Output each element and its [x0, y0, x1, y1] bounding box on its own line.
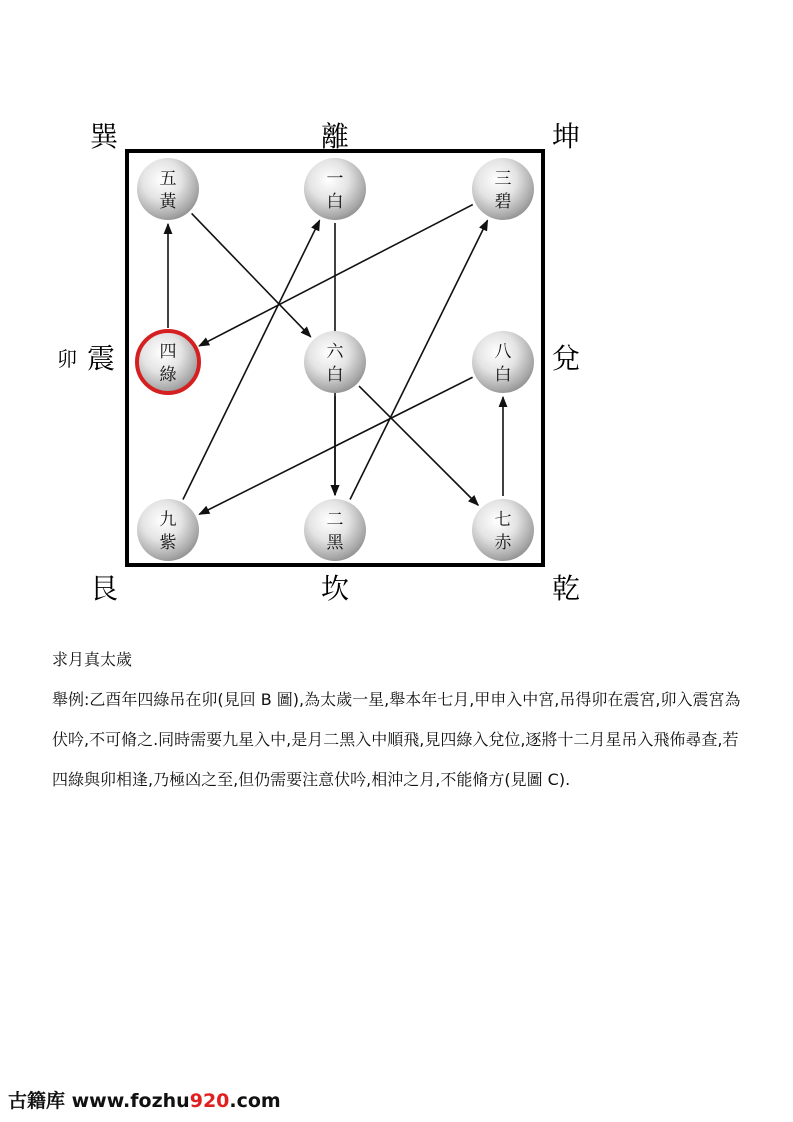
star-glyph-top: 九 [159, 510, 177, 530]
star-glyph-bottom: 白 [326, 192, 344, 212]
direction-top-left: 巽 [89, 120, 119, 153]
direction-top-center: 離 [320, 120, 350, 153]
direction-bottom-right: 乾 [551, 572, 581, 605]
star-liubai [304, 331, 366, 393]
site-watermark [8, 1086, 281, 1113]
star-glyph-top: 三 [494, 169, 512, 189]
flight-arrow-erhei-to-sanbi [350, 220, 488, 499]
star-qichi [472, 499, 534, 561]
star-wuhuang [137, 158, 199, 220]
star-sanbi [472, 158, 534, 220]
section-heading: 求月真太歲 [52, 650, 133, 669]
star-babai [472, 331, 534, 393]
watermark-number: 920 [189, 1090, 230, 1112]
star-yibai [304, 158, 366, 220]
star-glyph-bottom: 黃 [159, 192, 177, 212]
star-glyph-top: 一 [326, 169, 344, 189]
direction-right: 兌 [551, 342, 581, 375]
star-glyph-top: 八 [494, 342, 512, 362]
watermark-prefix: 古籍库 www.fozhu [8, 1090, 190, 1112]
body-paragraph: 舉例:乙酉年四綠吊在卯(見回 B 圖),為太歲一星,舉本年七月,甲申入中宮,吊得卯在震宮,卯入震宮為伏吟,不可脩之.同時需要九星入中,是月二黑入中順飛,見四綠入兌位,逐將十二月星吊入飛佈尋查,若四綠與卯相逢,乃極凶之至,但仍需要注意伏吟,相沖之月,不能脩方(見圖 C). [52, 690, 741, 789]
direction-bottom-left: 艮 [89, 572, 119, 605]
direction-left: 震 [86, 342, 116, 375]
star-glyph-bottom: 黑 [326, 533, 344, 553]
star-glyph-top: 六 [326, 342, 344, 362]
star-erhei [304, 499, 366, 561]
star-glyph-bottom: 碧 [494, 192, 512, 212]
star-glyph-bottom: 紫 [159, 533, 177, 553]
star-silu [137, 331, 199, 393]
star-glyph-bottom: 綠 [159, 365, 177, 385]
flight-arrow-jiuzi-to-yibai [183, 220, 320, 499]
direction-left-prefix: 卯 [57, 347, 77, 371]
star-jiuzi [137, 499, 199, 561]
star-glyph-bottom: 赤 [494, 533, 512, 553]
flight-arrow-babai-to-jiuzi [199, 377, 472, 514]
star-glyph-top: 四 [159, 342, 177, 362]
star-glyph-top: 七 [494, 510, 512, 530]
flight-arrow-sanbi-to-silu [199, 205, 473, 346]
watermark-suffix: .com [229, 1090, 281, 1112]
direction-top-right: 坤 [551, 120, 581, 153]
star-glyph-bottom: 白 [494, 365, 512, 385]
star-glyph-top: 五 [159, 169, 177, 189]
star-glyph-bottom: 白 [326, 365, 344, 385]
star-glyph-top: 二 [326, 510, 344, 530]
direction-bottom-center: 坎 [320, 572, 350, 605]
